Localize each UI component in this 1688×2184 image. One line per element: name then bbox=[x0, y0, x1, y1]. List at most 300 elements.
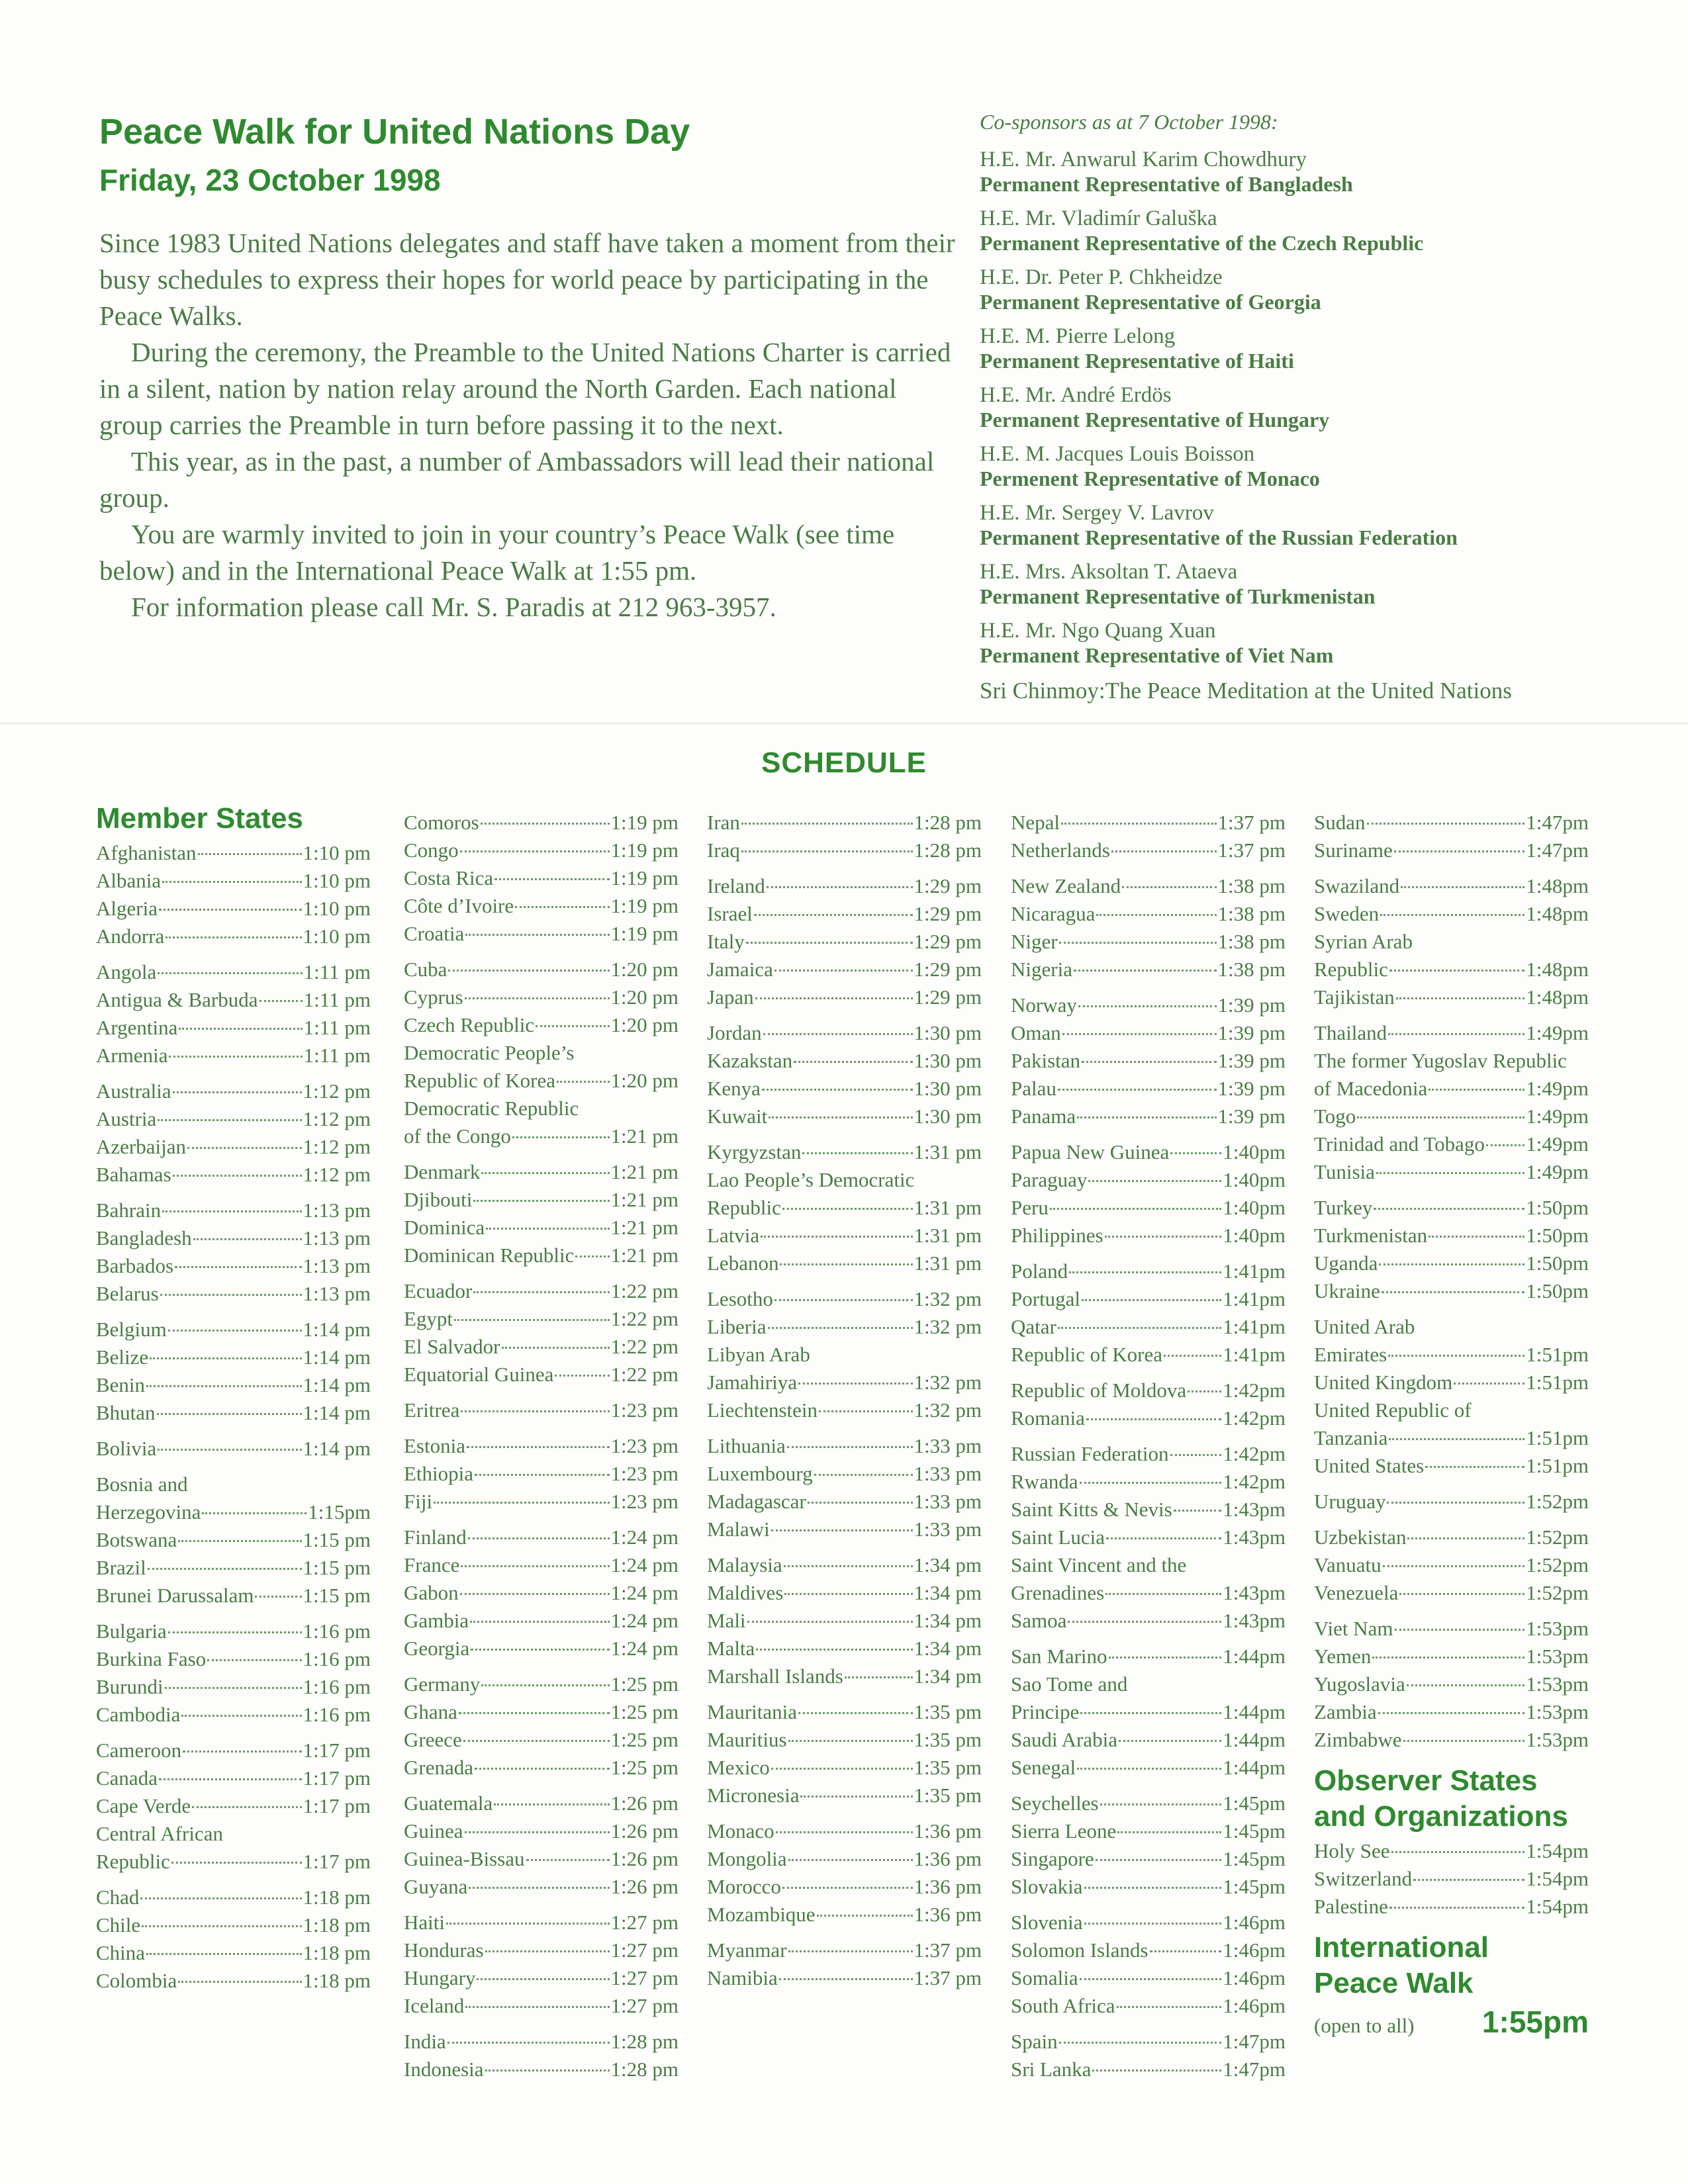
spacer bbox=[404, 1662, 679, 1670]
walk-time: 1:29 pm bbox=[914, 874, 982, 897]
dot-leader bbox=[159, 909, 302, 911]
schedule-entry bbox=[1011, 1285, 1286, 1313]
schedule-entry bbox=[707, 1488, 982, 1516]
schedule-entry bbox=[96, 958, 371, 986]
walk-time: 1:32 pm bbox=[914, 1315, 982, 1338]
walk-time: 1:45pm bbox=[1223, 1875, 1286, 1898]
country-name-line: Democratic Republic bbox=[404, 1097, 579, 1120]
walk-time: 1:45pm bbox=[1223, 1819, 1286, 1843]
schedule-entry bbox=[404, 1186, 679, 1214]
walk-time: 1:28 pm bbox=[914, 839, 982, 862]
schedule-entry bbox=[1314, 1277, 1589, 1305]
cosponsor-title: Permanent Representative of Turkmenistan bbox=[980, 584, 1376, 608]
walk-time: 1:36 pm bbox=[914, 1819, 982, 1843]
country-name: Gambia bbox=[404, 1609, 469, 1632]
country-name: Republic of Korea bbox=[1011, 1343, 1162, 1366]
schedule-entry bbox=[1314, 1865, 1589, 1893]
dot-leader bbox=[512, 1136, 610, 1138]
walk-time: 1:39 pm bbox=[1217, 1021, 1286, 1044]
walk-time: 1:21 pm bbox=[610, 1244, 679, 1267]
country-name: Armenia bbox=[96, 1044, 168, 1067]
schedule-entry bbox=[1011, 1579, 1286, 1607]
dot-leader bbox=[473, 1291, 609, 1293]
country-name: Georgia bbox=[404, 1637, 470, 1660]
walk-time: 1:51pm bbox=[1526, 1426, 1589, 1449]
schedule-list bbox=[404, 809, 679, 2083]
dot-leader bbox=[1059, 2042, 1222, 2044]
schedule-entry bbox=[96, 1498, 371, 1526]
walk-time: 1:33 pm bbox=[914, 1462, 982, 1485]
schedule-entry bbox=[1314, 1524, 1589, 1551]
schedule-entry bbox=[1011, 2056, 1286, 2083]
schedule-entry bbox=[1314, 1643, 1589, 1670]
schedule-entry bbox=[96, 1343, 371, 1371]
dot-leader bbox=[794, 1061, 912, 1063]
schedule-entry bbox=[1314, 1194, 1589, 1222]
spacer bbox=[1011, 1130, 1286, 1138]
schedule-entry bbox=[96, 1077, 371, 1105]
dot-leader bbox=[467, 1446, 610, 1448]
dot-leader bbox=[774, 970, 913, 972]
dot-leader bbox=[1100, 1803, 1222, 1805]
dot-leader bbox=[1068, 1621, 1221, 1623]
dot-leader bbox=[175, 1266, 301, 1268]
schedule-entry bbox=[404, 1524, 679, 1551]
walk-time: 1:19 pm bbox=[610, 839, 679, 862]
dot-leader bbox=[1376, 1172, 1524, 1174]
country-name: Monaco bbox=[707, 1819, 774, 1843]
dot-leader bbox=[784, 1565, 913, 1567]
walk-time: 1:16 pm bbox=[303, 1647, 371, 1670]
dot-leader bbox=[575, 1255, 609, 1257]
spacer bbox=[404, 1782, 679, 1790]
dot-leader bbox=[1092, 2070, 1221, 2071]
schedule-entry bbox=[1011, 1992, 1286, 2020]
cosponsor-title: Permanent Representative of Georgia bbox=[980, 290, 1321, 314]
walk-time: 1:17 pm bbox=[303, 1766, 371, 1790]
schedule-entry bbox=[96, 1939, 371, 1967]
country-name: Côte d’Ivoire bbox=[404, 894, 514, 917]
walk-time: 1:52pm bbox=[1526, 1581, 1589, 1604]
walk-time: 1:33 pm bbox=[914, 1518, 982, 1541]
walk-time: 1:48pm bbox=[1526, 874, 1589, 897]
walk-time: 1:28 pm bbox=[610, 2058, 679, 2081]
country-name: Republic bbox=[1314, 958, 1388, 981]
spacer bbox=[96, 1069, 371, 1077]
walk-time: 1:30 pm bbox=[914, 1077, 982, 1100]
schedule-entry bbox=[1011, 991, 1286, 1019]
country-name: Bulgaria bbox=[96, 1619, 167, 1643]
schedule-entry bbox=[707, 1103, 982, 1130]
schedule-entry bbox=[404, 1698, 679, 1726]
dot-leader bbox=[1105, 1236, 1222, 1238]
walk-time: 1:38 pm bbox=[1217, 874, 1286, 897]
cosponsor-name: H.E. Mr. Anwarul Karim Chowdhury bbox=[980, 148, 1307, 171]
walk-time: 1:26 pm bbox=[610, 1847, 679, 1870]
walk-time: 1:13 pm bbox=[303, 1282, 371, 1305]
schedule-entry bbox=[1314, 1615, 1589, 1643]
country-name: Republic of Moldova bbox=[1011, 1379, 1187, 1402]
cosponsor-item bbox=[980, 560, 1655, 608]
walk-time: 1:50pm bbox=[1526, 1279, 1589, 1302]
intro-paragraph: During the ceremony, the Preamble to the United Nations Charter is carried in a silent, nation by nation relay around the North Garden. Each national group carries the Preamble in turn before passing it to the next. bbox=[99, 337, 951, 440]
schedule-entry bbox=[1314, 1698, 1589, 1726]
dot-leader bbox=[485, 1950, 610, 1952]
walk-time: 1:24 pm bbox=[610, 1609, 679, 1632]
country-name: Bahrain bbox=[96, 1199, 162, 1222]
international-heading-line: Peace Walk bbox=[1314, 1967, 1474, 1999]
schedule-entry bbox=[404, 837, 679, 864]
country-name: Cape Verde bbox=[96, 1794, 191, 1817]
country-name: Kyrgyzstan bbox=[707, 1140, 802, 1163]
dot-leader bbox=[207, 1659, 301, 1661]
schedule-entry bbox=[1011, 1790, 1286, 1817]
schedule-entry bbox=[1011, 1936, 1286, 1964]
cosponsor-item bbox=[980, 265, 1655, 314]
schedule-entry bbox=[1314, 900, 1589, 928]
country-name: Malaysia bbox=[707, 1553, 782, 1576]
spacer bbox=[404, 1269, 679, 1277]
schedule-entry bbox=[1011, 809, 1286, 837]
country-name: Republic bbox=[96, 1850, 170, 1873]
country-name: Togo bbox=[1314, 1105, 1356, 1128]
dot-leader bbox=[1394, 850, 1524, 852]
country-name: Slovakia bbox=[1011, 1875, 1083, 1898]
spacer bbox=[1011, 1369, 1286, 1377]
walk-time: 1:30 pm bbox=[914, 1021, 982, 1044]
dot-leader bbox=[1077, 1768, 1221, 1770]
country-name: Bahamas bbox=[96, 1163, 171, 1186]
dot-leader bbox=[198, 853, 302, 855]
schedule-entry bbox=[404, 1964, 679, 1992]
walk-time: 1:27 pm bbox=[610, 1938, 679, 1962]
country-name: Israel bbox=[707, 902, 753, 925]
walk-time: 1:49pm bbox=[1526, 1160, 1589, 1183]
dot-leader bbox=[193, 1238, 302, 1240]
country-name: Italy bbox=[707, 930, 745, 953]
schedule-title: SCHEDULE bbox=[761, 747, 927, 779]
walk-time: 1:19 pm bbox=[610, 894, 679, 917]
dot-leader bbox=[1058, 1327, 1221, 1329]
walk-time: 1:13 pm bbox=[303, 1226, 371, 1250]
spacer bbox=[707, 864, 982, 872]
dot-leader bbox=[802, 1152, 912, 1154]
dot-leader bbox=[159, 1778, 302, 1780]
country-name: Grenada bbox=[404, 1756, 473, 1779]
schedule-entry bbox=[707, 1516, 982, 1543]
dot-leader bbox=[494, 878, 609, 880]
country-name: Yemen bbox=[1314, 1645, 1372, 1668]
dot-leader bbox=[146, 1385, 301, 1387]
country-name: Gabon bbox=[404, 1581, 459, 1604]
country-name: Greece bbox=[404, 1728, 462, 1751]
dot-leader bbox=[446, 1923, 610, 1925]
country-name: Senegal bbox=[1011, 1756, 1076, 1779]
walk-time: 1:49pm bbox=[1526, 1105, 1589, 1128]
dot-leader bbox=[183, 1751, 301, 1752]
dot-leader bbox=[1389, 1438, 1524, 1440]
spacer bbox=[1011, 1432, 1286, 1440]
dot-leader bbox=[463, 1740, 610, 1742]
dot-leader bbox=[158, 1119, 301, 1121]
dot-leader bbox=[465, 934, 609, 936]
country-name: Jamahiriya bbox=[707, 1371, 798, 1394]
country-name: Bhutan bbox=[96, 1401, 156, 1424]
schedule-entry bbox=[1314, 956, 1589, 983]
spacer bbox=[707, 1011, 982, 1019]
cosponsor-name: H.E. Dr. Peter P. Chkheidze bbox=[980, 265, 1223, 289]
walk-time: 1:20 pm bbox=[610, 1013, 679, 1036]
country-name: Yugoslavia bbox=[1314, 1672, 1405, 1696]
schedule-entry bbox=[707, 1138, 982, 1166]
walk-time: 1:46pm bbox=[1223, 1994, 1286, 2017]
schedule-entry bbox=[96, 1399, 371, 1427]
observer-heading-line: Observer States bbox=[1314, 1764, 1538, 1797]
walk-time: 1:40pm bbox=[1223, 1224, 1286, 1247]
walk-time: 1:48pm bbox=[1526, 985, 1589, 1009]
walk-time: 1:43pm bbox=[1223, 1498, 1286, 1521]
schedule-entry bbox=[1011, 1909, 1286, 1936]
schedule-entry bbox=[96, 1617, 371, 1645]
country-name: Emirates bbox=[1314, 1343, 1387, 1366]
schedule-entry bbox=[707, 1662, 982, 1690]
country-name: Swaziland bbox=[1314, 874, 1400, 897]
country-name: Malawi bbox=[707, 1518, 770, 1541]
dot-leader bbox=[767, 886, 913, 888]
schedule-entry bbox=[96, 1884, 371, 1911]
country-name: Hungary bbox=[404, 1966, 476, 1989]
schedule-entry bbox=[1011, 872, 1286, 900]
schedule-entry bbox=[404, 1670, 679, 1698]
country-name: Vanuatu bbox=[1314, 1553, 1382, 1576]
walk-time: 1:40pm bbox=[1223, 1196, 1286, 1219]
dot-leader bbox=[798, 1712, 913, 1714]
dot-leader bbox=[1077, 1116, 1216, 1118]
schedule-entry bbox=[1314, 1488, 1589, 1516]
country-name: United States bbox=[1314, 1454, 1425, 1477]
dot-leader bbox=[1084, 1887, 1222, 1889]
walk-time: 1:23 pm bbox=[610, 1490, 679, 1513]
schedule-entry bbox=[404, 1122, 679, 1150]
walk-time: 1:32 pm bbox=[914, 1287, 982, 1310]
dot-leader bbox=[1454, 1383, 1524, 1385]
schedule-entry bbox=[1011, 1440, 1286, 1468]
cosponsor-name: H.E. M. Pierre Lelong bbox=[980, 324, 1176, 348]
dot-leader bbox=[1399, 1593, 1524, 1595]
dot-leader bbox=[1389, 970, 1524, 972]
schedule-entry bbox=[404, 1992, 679, 2020]
walk-time: 1:39 pm bbox=[1217, 1105, 1286, 1128]
schedule-entry bbox=[404, 1817, 679, 1845]
dot-leader bbox=[470, 1621, 609, 1623]
country-name: San Marino bbox=[1011, 1645, 1107, 1668]
country-name: Angola bbox=[96, 960, 157, 983]
dot-leader bbox=[1382, 1291, 1524, 1293]
schedule-entry bbox=[1011, 1404, 1286, 1432]
country-name: Mali bbox=[707, 1609, 746, 1632]
walk-time: 1:40pm bbox=[1223, 1140, 1286, 1163]
international-note: (open to all) bbox=[1314, 2014, 1415, 2037]
schedule-entry bbox=[707, 1369, 982, 1396]
country-name: Ghana bbox=[404, 1700, 457, 1723]
walk-time: 1:46pm bbox=[1223, 1911, 1286, 1934]
dot-leader bbox=[1407, 1537, 1524, 1539]
intro-paragraph: This year, as in the past, a number of Ambassadors will lead their national group. bbox=[99, 446, 935, 513]
schedule-entry bbox=[707, 1607, 982, 1635]
walk-time: 1:21 pm bbox=[610, 1188, 679, 1211]
walk-time: 1:14 pm bbox=[303, 1345, 371, 1369]
spacer bbox=[1314, 1480, 1589, 1488]
country-name: Cameroon bbox=[96, 1739, 182, 1762]
country-name: Netherlands bbox=[1011, 839, 1110, 862]
walk-time: 1:33 pm bbox=[914, 1434, 982, 1457]
country-name: Poland bbox=[1011, 1259, 1068, 1283]
country-name: Uruguay bbox=[1314, 1490, 1386, 1513]
dot-leader bbox=[146, 1953, 301, 1955]
walk-time: 1:37 pm bbox=[914, 1966, 982, 1989]
cosponsor-title: Permanent Representative of Haiti bbox=[980, 349, 1294, 373]
cosponsor-title: Permenent Representative of Monaco bbox=[980, 467, 1320, 490]
walk-time: 1:45pm bbox=[1223, 1847, 1286, 1870]
walk-time: 1:24 pm bbox=[610, 1637, 679, 1660]
schedule-entry bbox=[96, 895, 371, 923]
schedule-entry bbox=[96, 1042, 371, 1069]
schedule-entry bbox=[1011, 928, 1286, 956]
walk-time: 1:19 pm bbox=[610, 866, 679, 889]
walk-time: 1:40pm bbox=[1223, 1168, 1286, 1191]
country-name: Rwanda bbox=[1011, 1470, 1078, 1493]
country-name: Peru bbox=[1011, 1196, 1049, 1219]
schedule-entry bbox=[1011, 1873, 1286, 1901]
dot-leader bbox=[477, 1978, 609, 1980]
country-name: Republic bbox=[707, 1196, 781, 1219]
schedule-entry bbox=[1314, 1130, 1589, 1158]
walk-time: 1:42pm bbox=[1223, 1379, 1286, 1402]
schedule-entry bbox=[707, 1698, 982, 1726]
dot-leader bbox=[165, 1687, 302, 1689]
schedule-entry bbox=[404, 1333, 679, 1361]
spacer bbox=[404, 1516, 679, 1524]
dot-leader bbox=[255, 1596, 301, 1598]
schedule-entry bbox=[707, 1194, 982, 1222]
schedule-entry bbox=[96, 1848, 371, 1876]
walk-time: 1:46pm bbox=[1223, 1966, 1286, 1989]
dot-leader bbox=[557, 1081, 610, 1083]
dot-leader bbox=[526, 1859, 610, 1861]
schedule-entry bbox=[1011, 1754, 1286, 1782]
walk-time: 1:23 pm bbox=[610, 1398, 679, 1422]
country-name: Djibouti bbox=[404, 1188, 473, 1211]
schedule-entry bbox=[1314, 1837, 1589, 1865]
schedule-list bbox=[1314, 809, 1589, 1754]
country-name: Switzerland bbox=[1314, 1867, 1413, 1890]
walk-time: 1:34 pm bbox=[914, 1637, 982, 1660]
event-date: Friday, 23 October 1998 bbox=[99, 163, 441, 197]
dot-leader bbox=[800, 1796, 912, 1797]
schedule-entry bbox=[1314, 809, 1589, 837]
spacer bbox=[96, 1308, 371, 1316]
schedule-entry bbox=[1011, 1194, 1286, 1222]
walk-time: 1:13 pm bbox=[303, 1199, 371, 1222]
observer-heading-line: and Organizations bbox=[1314, 1800, 1568, 1833]
schedule-entry bbox=[707, 1432, 982, 1460]
country-name: Chad bbox=[96, 1886, 140, 1909]
schedule-entry bbox=[707, 1047, 982, 1075]
walk-time: 1:44pm bbox=[1223, 1645, 1286, 1668]
schedule-entry bbox=[707, 1782, 982, 1809]
schedule-entry bbox=[404, 1845, 679, 1873]
dot-leader bbox=[1069, 1271, 1221, 1273]
schedule-entry bbox=[1011, 1075, 1286, 1103]
country-name: Belize bbox=[96, 1345, 149, 1369]
country-name: Eritrea bbox=[404, 1398, 460, 1422]
dot-leader bbox=[1088, 1180, 1221, 1182]
schedule-entry bbox=[404, 1936, 679, 1964]
dot-leader bbox=[165, 936, 301, 938]
cosponsor-name: H.E. Mrs. Aksoltan T. Ataeva bbox=[980, 560, 1238, 584]
walk-time: 1:31 pm bbox=[914, 1140, 982, 1163]
dot-leader bbox=[179, 1028, 302, 1030]
country-name: Cuba bbox=[404, 958, 447, 981]
country-name: Estonia bbox=[404, 1434, 465, 1457]
dot-leader bbox=[1117, 2006, 1222, 2008]
walk-time: 1:20 pm bbox=[610, 958, 679, 981]
country-name: Kuwait bbox=[707, 1105, 768, 1128]
spacer bbox=[707, 1543, 982, 1551]
walk-time: 1:46pm bbox=[1223, 1938, 1286, 1962]
country-name: Marshall Islands bbox=[707, 1664, 843, 1688]
schedule-entry bbox=[404, 1551, 679, 1579]
walk-time: 1:25 pm bbox=[610, 1700, 679, 1723]
cosponsor-title: Permanent Representative of Bangladesh bbox=[980, 172, 1353, 196]
walk-time: 1:51pm bbox=[1526, 1343, 1589, 1366]
country-name: China bbox=[96, 1941, 146, 1964]
schedule-entry bbox=[1314, 1158, 1589, 1186]
spacer bbox=[404, 1901, 679, 1909]
walk-time: 1:54pm bbox=[1526, 1895, 1589, 1918]
country-name: Slovenia bbox=[1011, 1911, 1083, 1934]
country-name: Ecuador bbox=[404, 1279, 473, 1302]
country-name: Principe bbox=[1011, 1700, 1080, 1723]
schedule-entry bbox=[404, 1432, 679, 1460]
walk-time: 1:25 pm bbox=[610, 1728, 679, 1751]
dot-leader bbox=[1403, 1740, 1525, 1742]
country-name-line: Saint Vincent and the bbox=[1011, 1553, 1187, 1576]
dot-leader bbox=[447, 2042, 610, 2044]
page-title: Peace Walk for United Nations Day bbox=[99, 112, 690, 152]
walk-time: 1:27 pm bbox=[610, 1966, 679, 1989]
dot-leader bbox=[475, 1768, 610, 1770]
walk-time: 1:20 pm bbox=[610, 1069, 679, 1092]
dot-leader bbox=[515, 906, 609, 908]
dot-leader bbox=[181, 1715, 301, 1717]
dot-leader bbox=[1367, 823, 1525, 825]
cosponsor-name: H.E. Mr. André Erdös bbox=[980, 383, 1172, 407]
cosponsor-title: Permanent Representative of the Russian Federation bbox=[980, 525, 1458, 549]
spacer bbox=[1011, 864, 1286, 872]
schedule-column-5 bbox=[1314, 809, 1589, 2040]
country-name: Nicaragua bbox=[1011, 902, 1096, 925]
dot-leader bbox=[1105, 1593, 1221, 1595]
walk-time: 1:23 pm bbox=[610, 1462, 679, 1485]
walk-time: 1:39 pm bbox=[1217, 1049, 1286, 1072]
country-name: Canada bbox=[96, 1766, 158, 1790]
schedule-entry bbox=[707, 1551, 982, 1579]
walk-time: 1:53pm bbox=[1526, 1645, 1589, 1668]
walk-time: 1:21 pm bbox=[610, 1160, 679, 1183]
walk-time: 1:11 pm bbox=[303, 988, 371, 1011]
dot-leader bbox=[459, 1712, 610, 1714]
